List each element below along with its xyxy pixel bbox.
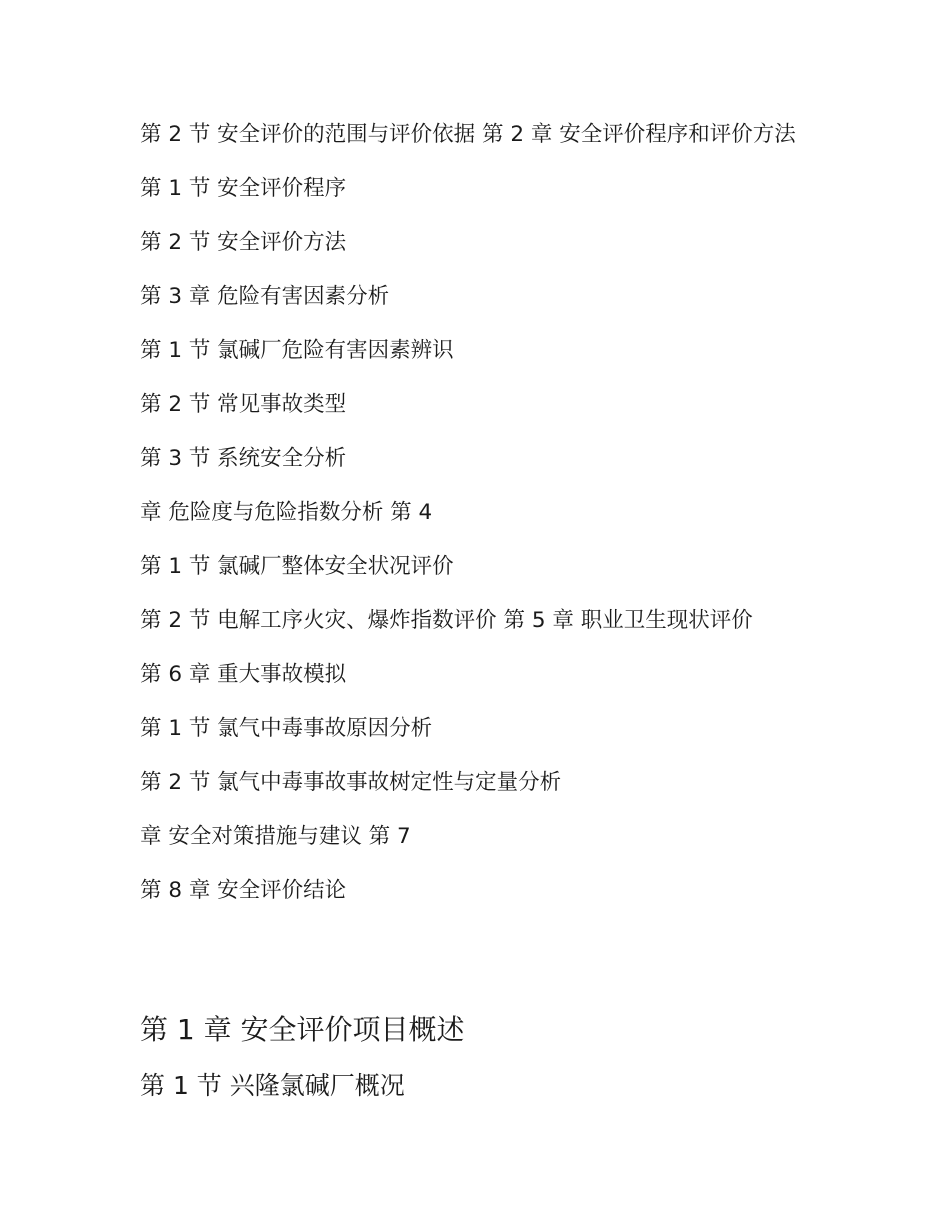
section-heading: 第 1 节 兴隆氯碱厂概况 bbox=[140, 1071, 405, 1100]
toc-entry: 第 2 节 氯气中毒事故事故树定性与定量分析 bbox=[140, 770, 562, 795]
toc-entry: 第 2 节 电解工序火灾、爆炸指数评价 第 5 章 职业卫生现状评价 bbox=[140, 608, 753, 633]
toc-entry: 第 1 节 氯碱厂整体安全状况评价 bbox=[140, 554, 454, 579]
toc-entry: 章 危险度与危险指数分析 第 4 bbox=[140, 500, 433, 525]
toc-entry: 第 2 节 常见事故类型 bbox=[140, 392, 347, 417]
toc-entry: 第 1 节 氯气中毒事故原因分析 bbox=[140, 716, 433, 741]
table-of-contents bbox=[140, 117, 810, 927]
toc-entry: 第 6 章 重大事故模拟 bbox=[140, 662, 347, 687]
toc-entry: 第 8 章 安全评价结论 bbox=[140, 878, 347, 903]
toc-entry: 第 3 章 危险有害因素分析 bbox=[140, 284, 390, 309]
toc-entry: 第 2 节 安全评价的范围与评价依据 第 2 章 安全评价程序和评价方法 bbox=[140, 122, 796, 147]
chapter-heading: 第 1 章 安全评价项目概述 bbox=[140, 1013, 465, 1046]
toc-entry: 第 2 节 安全评价方法 bbox=[140, 230, 347, 255]
toc-entry: 章 安全对策措施与建议 第 7 bbox=[140, 824, 411, 849]
body-headings bbox=[140, 1008, 840, 1106]
toc-entry: 第 3 节 系统安全分析 bbox=[140, 446, 347, 471]
toc-entry: 第 1 节 氯碱厂危险有害因素辨识 bbox=[140, 338, 454, 363]
toc-entry: 第 1 节 安全评价程序 bbox=[140, 176, 347, 201]
